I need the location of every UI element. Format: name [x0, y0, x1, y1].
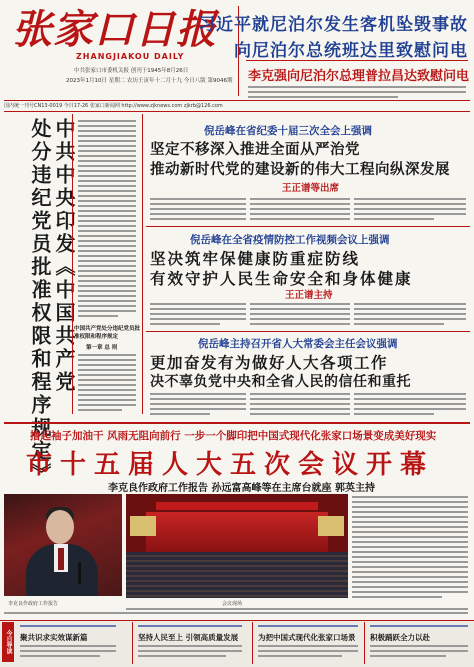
meeting-hall-caption: 会议现场: [222, 601, 243, 607]
story-2-headline-2: 有效守护人民生命安全和身体健康: [150, 270, 413, 288]
story-2-byline: 王正谱主持: [285, 290, 333, 301]
masthead-publisher-line: 中共张家口市委机关报 创刊于1945年8月26日: [74, 68, 189, 74]
digest-item-1-headline[interactable]: 聚共识求实效谋新篇: [20, 633, 88, 642]
bottom-digest-strip: [0, 620, 474, 667]
bottom-digest-tag: 今日导读: [2, 622, 14, 662]
digest-item-3-headline[interactable]: 为把中国式现代化张家口场景: [258, 633, 356, 642]
top-headline-line-1: 习近平就尼泊尔发生客机坠毁事故: [198, 15, 468, 35]
story-2-bottom-rule: [146, 331, 470, 332]
story-2-kicker: 倪岳峰在全省疫情防控工作视频会议上强调: [190, 234, 390, 246]
vertical-headline-column-2: 处分违纪党员批准权限和程序规定》: [28, 118, 52, 486]
banner-top-rule: [4, 422, 470, 424]
left-column-divider: [72, 114, 73, 414]
masthead-date-line: 2023年1月10日 星期二 农历壬寅年十二月十九 今日八版 第9046期: [66, 78, 233, 84]
masthead-info-bar: 国内统一刊号CN13-0019 今日17-26 张家口新闻网 http://www.zjknews.com zjkrb@126.com: [4, 100, 470, 112]
vertical-headline-column-1: 中共中央印发《中国共产党: [52, 118, 76, 394]
story-2-headline-1: 坚决筑牢保健康防重症防线: [150, 250, 361, 268]
story-3-headline-2: 决不辜负党中央和全省人民的信任和重托: [150, 374, 411, 390]
story-1-bottom-rule: [146, 226, 470, 227]
top-headline-line-2: 向尼泊尔总统班达里致慰问电: [234, 41, 468, 61]
bottom-strip-rule: [0, 620, 474, 621]
masthead-title: 张家口日报: [12, 6, 217, 53]
meeting-hall-photo: [126, 494, 348, 598]
top-headline-rule: [246, 60, 468, 61]
story-3-kicker: 倪岳峰主持召开省人大常委会主任会议强调: [198, 338, 398, 350]
speaker-photo: [4, 494, 122, 596]
banner-subtitle: 李克良作政府工作报告 孙远富高峰等在主席台就座 郭英主持: [108, 483, 375, 494]
regulation-title: 中国共产党处分违纪党员批准权限和程序规定: [74, 326, 141, 340]
story-1-kicker: 倪岳峰在省纪委十届三次全会上强调: [204, 125, 372, 137]
story-3-headline-1: 更加奋发有为做好人大各项工作: [150, 354, 389, 372]
top-subheadline: 李克强向尼泊尔总理普拉昌达致慰问电: [248, 69, 470, 84]
banner-kicker: 撸起袖子加油干 风雨无阻向前行 一步一个脚印把中国式现代化张家口场景变成美好现实: [30, 430, 437, 442]
left-feature-vertical-headline: [14, 118, 76, 486]
masthead-english-title: ZHANGJIAKOU DAILY: [76, 52, 185, 61]
speaker-photo-caption: 李克良作政府工作报告: [8, 601, 59, 607]
story-1-byline: 王正谱等出席: [282, 183, 340, 194]
regulation-chapter-heading: 第一章 总 则: [86, 345, 118, 351]
story-1-headline-2: 推动新时代党的建设新的伟大工程向纵深发展: [150, 162, 450, 178]
banner-title: 市十五届人大五次会议开幕: [26, 450, 435, 480]
center-column-divider: [142, 114, 143, 414]
digest-item-2-headline[interactable]: 坚持人民至上 引领高质量发展: [138, 633, 239, 642]
digest-item-4-headline[interactable]: 积极踊跃全力以赴: [370, 633, 430, 642]
story-1-headline-1: 坚定不移深入推进全面从严治党: [150, 142, 360, 158]
